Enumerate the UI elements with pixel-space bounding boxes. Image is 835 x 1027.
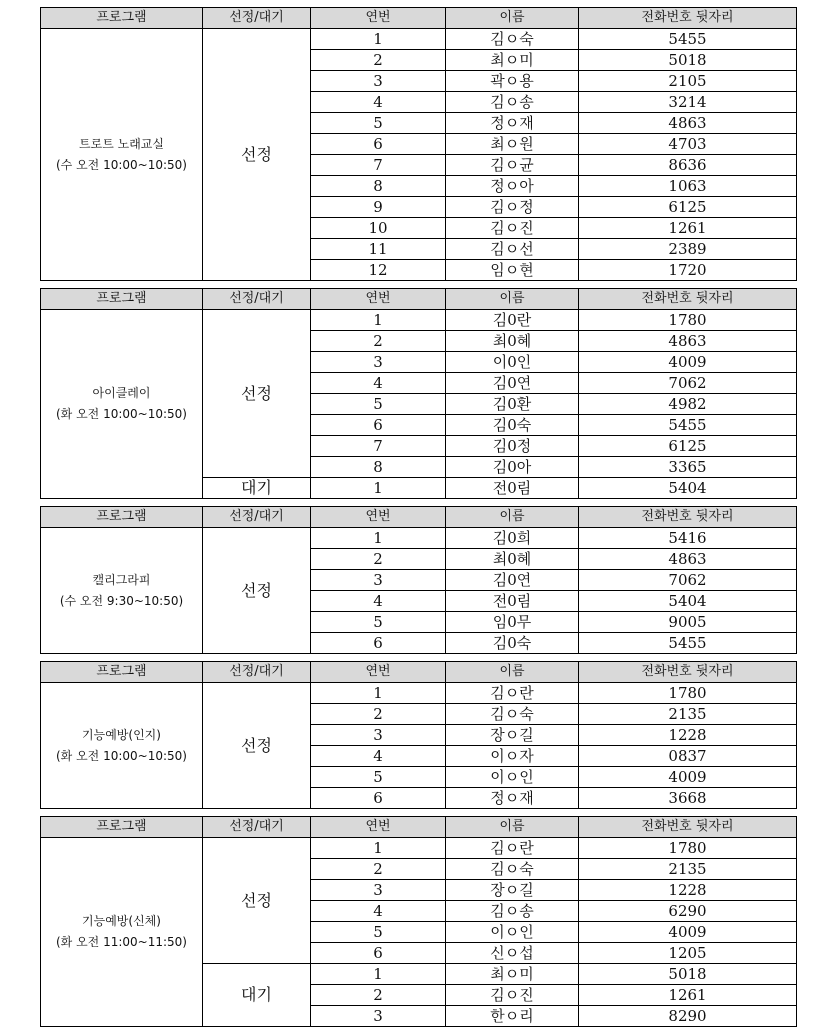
row-number: 5 <box>311 113 446 134</box>
header-name: 이름 <box>446 662 579 683</box>
row-number: 2 <box>311 985 446 1006</box>
phone-last-digits: 2135 <box>579 704 797 725</box>
header-phone: 전화번호 뒷자리 <box>579 817 797 838</box>
table-gap <box>40 499 796 506</box>
participant-name: 김ㅇ숙 <box>446 859 579 880</box>
header-row <box>41 507 797 528</box>
participant-name: 김ㅇ선 <box>446 239 579 260</box>
phone-last-digits: 8636 <box>579 155 797 176</box>
row-number: 2 <box>311 704 446 725</box>
participant-name: 이0인 <box>446 352 579 373</box>
program-cell <box>41 838 203 1027</box>
participant-name: 최ㅇ미 <box>446 50 579 71</box>
participant-name: 임ㅇ현 <box>446 260 579 281</box>
participant-name: 김ㅇ진 <box>446 985 579 1006</box>
participant-name: 김ㅇ란 <box>446 838 579 859</box>
header-row <box>41 662 797 683</box>
program-table <box>40 506 797 654</box>
status-cell: 선정 <box>203 29 311 281</box>
participant-name: 최ㅇ원 <box>446 134 579 155</box>
phone-last-digits: 7062 <box>579 373 797 394</box>
program-table <box>40 7 797 281</box>
phone-last-digits: 4863 <box>579 549 797 570</box>
program-name: 캘리그라피 <box>92 572 151 587</box>
participant-name: 최0혜 <box>446 549 579 570</box>
participant-name: 김ㅇ숙 <box>446 29 579 50</box>
phone-last-digits: 1720 <box>579 260 797 281</box>
participant-name: 곽ㅇ용 <box>446 71 579 92</box>
participant-name: 김0정 <box>446 436 579 457</box>
row-number: 5 <box>311 767 446 788</box>
row-number: 11 <box>311 239 446 260</box>
header-program: 프로그램 <box>41 8 203 29</box>
table-row <box>41 29 797 50</box>
participant-name: 김ㅇ송 <box>446 901 579 922</box>
phone-last-digits: 5018 <box>579 50 797 71</box>
header-phone: 전화번호 뒷자리 <box>579 8 797 29</box>
row-number: 9 <box>311 197 446 218</box>
header-status: 선정/대기 <box>203 507 311 528</box>
row-number: 3 <box>311 352 446 373</box>
participant-name: 김ㅇ송 <box>446 92 579 113</box>
header-status: 선정/대기 <box>203 662 311 683</box>
row-number: 1 <box>311 478 446 499</box>
row-number: 7 <box>311 436 446 457</box>
phone-last-digits: 1228 <box>579 880 797 901</box>
row-number: 7 <box>311 155 446 176</box>
row-number: 8 <box>311 457 446 478</box>
header-program: 프로그램 <box>41 289 203 310</box>
program-cell <box>41 310 203 499</box>
header-phone: 전화번호 뒷자리 <box>579 507 797 528</box>
header-number: 연번 <box>311 817 446 838</box>
phone-last-digits: 4009 <box>579 922 797 943</box>
row-number: 1 <box>311 29 446 50</box>
header-number: 연번 <box>311 289 446 310</box>
program-schedule: (화 오전 11:00~11:50) <box>56 935 187 949</box>
phone-last-digits: 2135 <box>579 859 797 880</box>
row-number: 3 <box>311 1006 446 1027</box>
phone-last-digits: 1780 <box>579 838 797 859</box>
table-row <box>41 683 797 704</box>
phone-last-digits: 4863 <box>579 113 797 134</box>
phone-last-digits: 3214 <box>579 92 797 113</box>
row-number: 3 <box>311 725 446 746</box>
header-name: 이름 <box>446 289 579 310</box>
participant-name: 김0아 <box>446 457 579 478</box>
phone-last-digits: 6290 <box>579 901 797 922</box>
status-cell: 선정 <box>203 838 311 964</box>
phone-last-digits: 1205 <box>579 943 797 964</box>
program-cell <box>41 29 203 281</box>
phone-last-digits: 3365 <box>579 457 797 478</box>
header-row <box>41 8 797 29</box>
program-cell <box>41 683 203 809</box>
row-number: 1 <box>311 310 446 331</box>
phone-last-digits: 4703 <box>579 134 797 155</box>
row-number: 1 <box>311 964 446 985</box>
status-cell: 대기 <box>203 964 311 1027</box>
phone-last-digits: 5455 <box>579 415 797 436</box>
phone-last-digits: 4009 <box>579 352 797 373</box>
table-row <box>41 528 797 549</box>
header-number: 연번 <box>311 662 446 683</box>
row-number: 2 <box>311 331 446 352</box>
participant-name: 이ㅇ인 <box>446 767 579 788</box>
phone-last-digits: 1261 <box>579 218 797 239</box>
header-name: 이름 <box>446 817 579 838</box>
participant-name: 김0숙 <box>446 415 579 436</box>
row-number: 4 <box>311 373 446 394</box>
status-cell: 대기 <box>203 478 311 499</box>
header-program: 프로그램 <box>41 507 203 528</box>
program-table <box>40 661 797 809</box>
program-name: 기능예방(인지) <box>82 727 161 742</box>
participant-name: 김ㅇ정 <box>446 197 579 218</box>
phone-last-digits: 8290 <box>579 1006 797 1027</box>
program-schedule: (화 오전 10:00~10:50) <box>56 748 187 763</box>
table-gap <box>40 809 796 816</box>
phone-last-digits: 1780 <box>579 310 797 331</box>
program-name: 트로트 노래교실 <box>79 136 164 151</box>
row-number: 5 <box>311 394 446 415</box>
program-schedule: (수 오전 10:00~10:50) <box>56 157 187 172</box>
status-cell: 선정 <box>203 528 311 654</box>
row-number: 1 <box>311 683 446 704</box>
row-number: 4 <box>311 92 446 113</box>
phone-last-digits: 5455 <box>579 29 797 50</box>
participant-name: 장ㅇ길 <box>446 880 579 901</box>
program-table <box>40 816 797 1027</box>
phone-last-digits: 5404 <box>579 478 797 499</box>
row-number: 3 <box>311 880 446 901</box>
row-number: 1 <box>311 528 446 549</box>
row-number: 3 <box>311 71 446 92</box>
row-number: 5 <box>311 612 446 633</box>
participant-name: 임0무 <box>446 612 579 633</box>
program-schedule: (화 오전 10:00~10:50) <box>56 407 187 421</box>
table-row <box>41 838 797 859</box>
participant-name: 김ㅇ란 <box>446 683 579 704</box>
participant-name: 김0숙 <box>446 633 579 654</box>
participant-name: 김0희 <box>446 528 579 549</box>
header-row <box>41 289 797 310</box>
row-number: 6 <box>311 633 446 654</box>
phone-last-digits: 5416 <box>579 528 797 549</box>
header-program: 프로그램 <box>41 662 203 683</box>
participant-name: 정ㅇ재 <box>446 113 579 134</box>
row-number: 3 <box>311 570 446 591</box>
participant-name: 김ㅇ균 <box>446 155 579 176</box>
participant-name: 김0환 <box>446 394 579 415</box>
row-number: 6 <box>311 788 446 809</box>
phone-last-digits: 7062 <box>579 570 797 591</box>
participant-name: 정ㅇ재 <box>446 788 579 809</box>
program-name: 아이클레이 <box>92 386 151 400</box>
phone-last-digits: 4982 <box>579 394 797 415</box>
participant-name: 이ㅇ자 <box>446 746 579 767</box>
phone-last-digits: 6125 <box>579 197 797 218</box>
row-number: 1 <box>311 838 446 859</box>
table-gap <box>40 654 796 661</box>
participant-name: 김0연 <box>446 570 579 591</box>
row-number: 6 <box>311 134 446 155</box>
header-status: 선정/대기 <box>203 817 311 838</box>
program-name: 기능예방(신체) <box>82 914 161 928</box>
program-cell <box>41 528 203 654</box>
header-status: 선정/대기 <box>203 8 311 29</box>
row-number: 6 <box>311 415 446 436</box>
participant-name: 신ㅇ섭 <box>446 943 579 964</box>
header-name: 이름 <box>446 507 579 528</box>
phone-last-digits: 2105 <box>579 71 797 92</box>
header-number: 연번 <box>311 507 446 528</box>
participant-name: 김0란 <box>446 310 579 331</box>
header-phone: 전화번호 뒷자리 <box>579 289 797 310</box>
participant-name: 전0림 <box>446 591 579 612</box>
schedule-document <box>40 7 796 1027</box>
phone-last-digits: 0837 <box>579 746 797 767</box>
participant-name: 김ㅇ진 <box>446 218 579 239</box>
participant-name: 한ㅇ리 <box>446 1006 579 1027</box>
phone-last-digits: 4863 <box>579 331 797 352</box>
participant-name: 이ㅇ인 <box>446 922 579 943</box>
phone-last-digits: 1261 <box>579 985 797 1006</box>
row-number: 8 <box>311 176 446 197</box>
program-schedule: (수 오전 9:30~10:50) <box>59 593 184 608</box>
header-phone: 전화번호 뒷자리 <box>579 662 797 683</box>
phone-last-digits: 5404 <box>579 591 797 612</box>
phone-last-digits: 3668 <box>579 788 797 809</box>
phone-last-digits: 1780 <box>579 683 797 704</box>
table-gap <box>40 281 796 288</box>
table-row <box>41 310 797 331</box>
phone-last-digits: 5455 <box>579 633 797 654</box>
row-number: 10 <box>311 218 446 239</box>
status-cell: 선정 <box>203 683 311 809</box>
row-number: 2 <box>311 859 446 880</box>
row-number: 6 <box>311 943 446 964</box>
row-number: 12 <box>311 260 446 281</box>
phone-last-digits: 1063 <box>579 176 797 197</box>
row-number: 5 <box>311 922 446 943</box>
phone-last-digits: 2389 <box>579 239 797 260</box>
row-number: 4 <box>311 901 446 922</box>
row-number: 2 <box>311 50 446 71</box>
participant-name: 최ㅇ미 <box>446 964 579 985</box>
phone-last-digits: 1228 <box>579 725 797 746</box>
phone-last-digits: 4009 <box>579 767 797 788</box>
row-number: 4 <box>311 746 446 767</box>
header-row <box>41 817 797 838</box>
row-number: 2 <box>311 549 446 570</box>
phone-last-digits: 6125 <box>579 436 797 457</box>
status-cell: 선정 <box>203 310 311 478</box>
participant-name: 김ㅇ숙 <box>446 704 579 725</box>
row-number: 4 <box>311 591 446 612</box>
participant-name: 정ㅇ아 <box>446 176 579 197</box>
header-name: 이름 <box>446 8 579 29</box>
participant-name: 전0림 <box>446 478 579 499</box>
header-status: 선정/대기 <box>203 289 311 310</box>
participant-name: 김0연 <box>446 373 579 394</box>
program-table <box>40 288 797 499</box>
header-program: 프로그램 <box>41 817 203 838</box>
phone-last-digits: 9005 <box>579 612 797 633</box>
participant-name: 최0혜 <box>446 331 579 352</box>
participant-name: 장ㅇ길 <box>446 725 579 746</box>
phone-last-digits: 5018 <box>579 964 797 985</box>
header-number: 연번 <box>311 8 446 29</box>
